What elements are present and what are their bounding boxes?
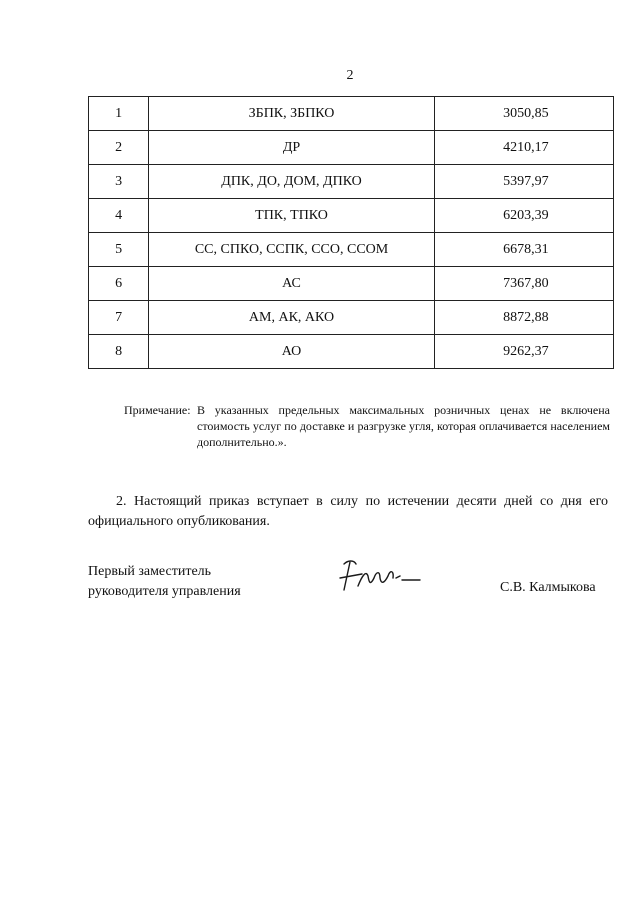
table-row [89, 233, 614, 267]
signatory-name: С.В. Калмыкова [500, 580, 596, 595]
coal-grade: СС, СПКО, ССПК, ССО, ССОМ [149, 233, 435, 267]
price-value: 6203,39 [434, 199, 613, 233]
price-value: 6678,31 [434, 233, 613, 267]
table-row [89, 165, 614, 199]
price-value: 7367,80 [434, 267, 613, 301]
price-value: 8872,88 [434, 301, 613, 335]
coal-grade: АМ, АК, АКО [149, 301, 435, 335]
price-value: 5397,97 [434, 165, 613, 199]
price-table [88, 96, 614, 369]
row-number: 1 [89, 97, 149, 131]
coal-grade: ДПК, ДО, ДОМ, ДПКО [149, 165, 435, 199]
coal-grade: ДР [149, 131, 435, 165]
table-row [89, 335, 614, 369]
note-label: Примечание: [124, 403, 191, 417]
price-table-body [89, 97, 614, 369]
price-value: 9262,37 [434, 335, 613, 369]
row-number: 2 [89, 131, 149, 165]
row-number: 6 [89, 267, 149, 301]
price-value: 4210,17 [434, 131, 613, 165]
table-row [89, 199, 614, 233]
signatory-title [88, 562, 241, 602]
coal-grade: ТПК, ТПКО [149, 199, 435, 233]
coal-grade: АО [149, 335, 435, 369]
coal-grade: ЗБПК, ЗБПКО [149, 97, 435, 131]
row-number: 7 [89, 301, 149, 335]
row-number: 8 [89, 335, 149, 369]
table-row [89, 97, 614, 131]
table-row [89, 301, 614, 335]
note [124, 402, 610, 450]
coal-grade: АС [149, 267, 435, 301]
table-row [89, 131, 614, 165]
row-number: 5 [89, 233, 149, 267]
note-text: В указанных предельных максимальных розничных ценах не включена стоимость услуг по доставке и разгрузке угля, которая оплачивается населением дополнительно.». [197, 403, 610, 449]
handwritten-signature [336, 556, 426, 596]
page-number: 2 [346, 68, 354, 83]
row-number: 3 [89, 165, 149, 199]
order-paragraph: 2. Настоящий приказ вступает в силу по истечении десяти дней со дня его официального опубликования. [88, 494, 608, 529]
price-value: 3050,85 [434, 97, 613, 131]
signatory-title-line-1: Первый заместитель [88, 564, 212, 579]
table-row [89, 267, 614, 301]
signatory-title-line-2: руководителя управления [88, 584, 241, 599]
row-number: 4 [89, 199, 149, 233]
